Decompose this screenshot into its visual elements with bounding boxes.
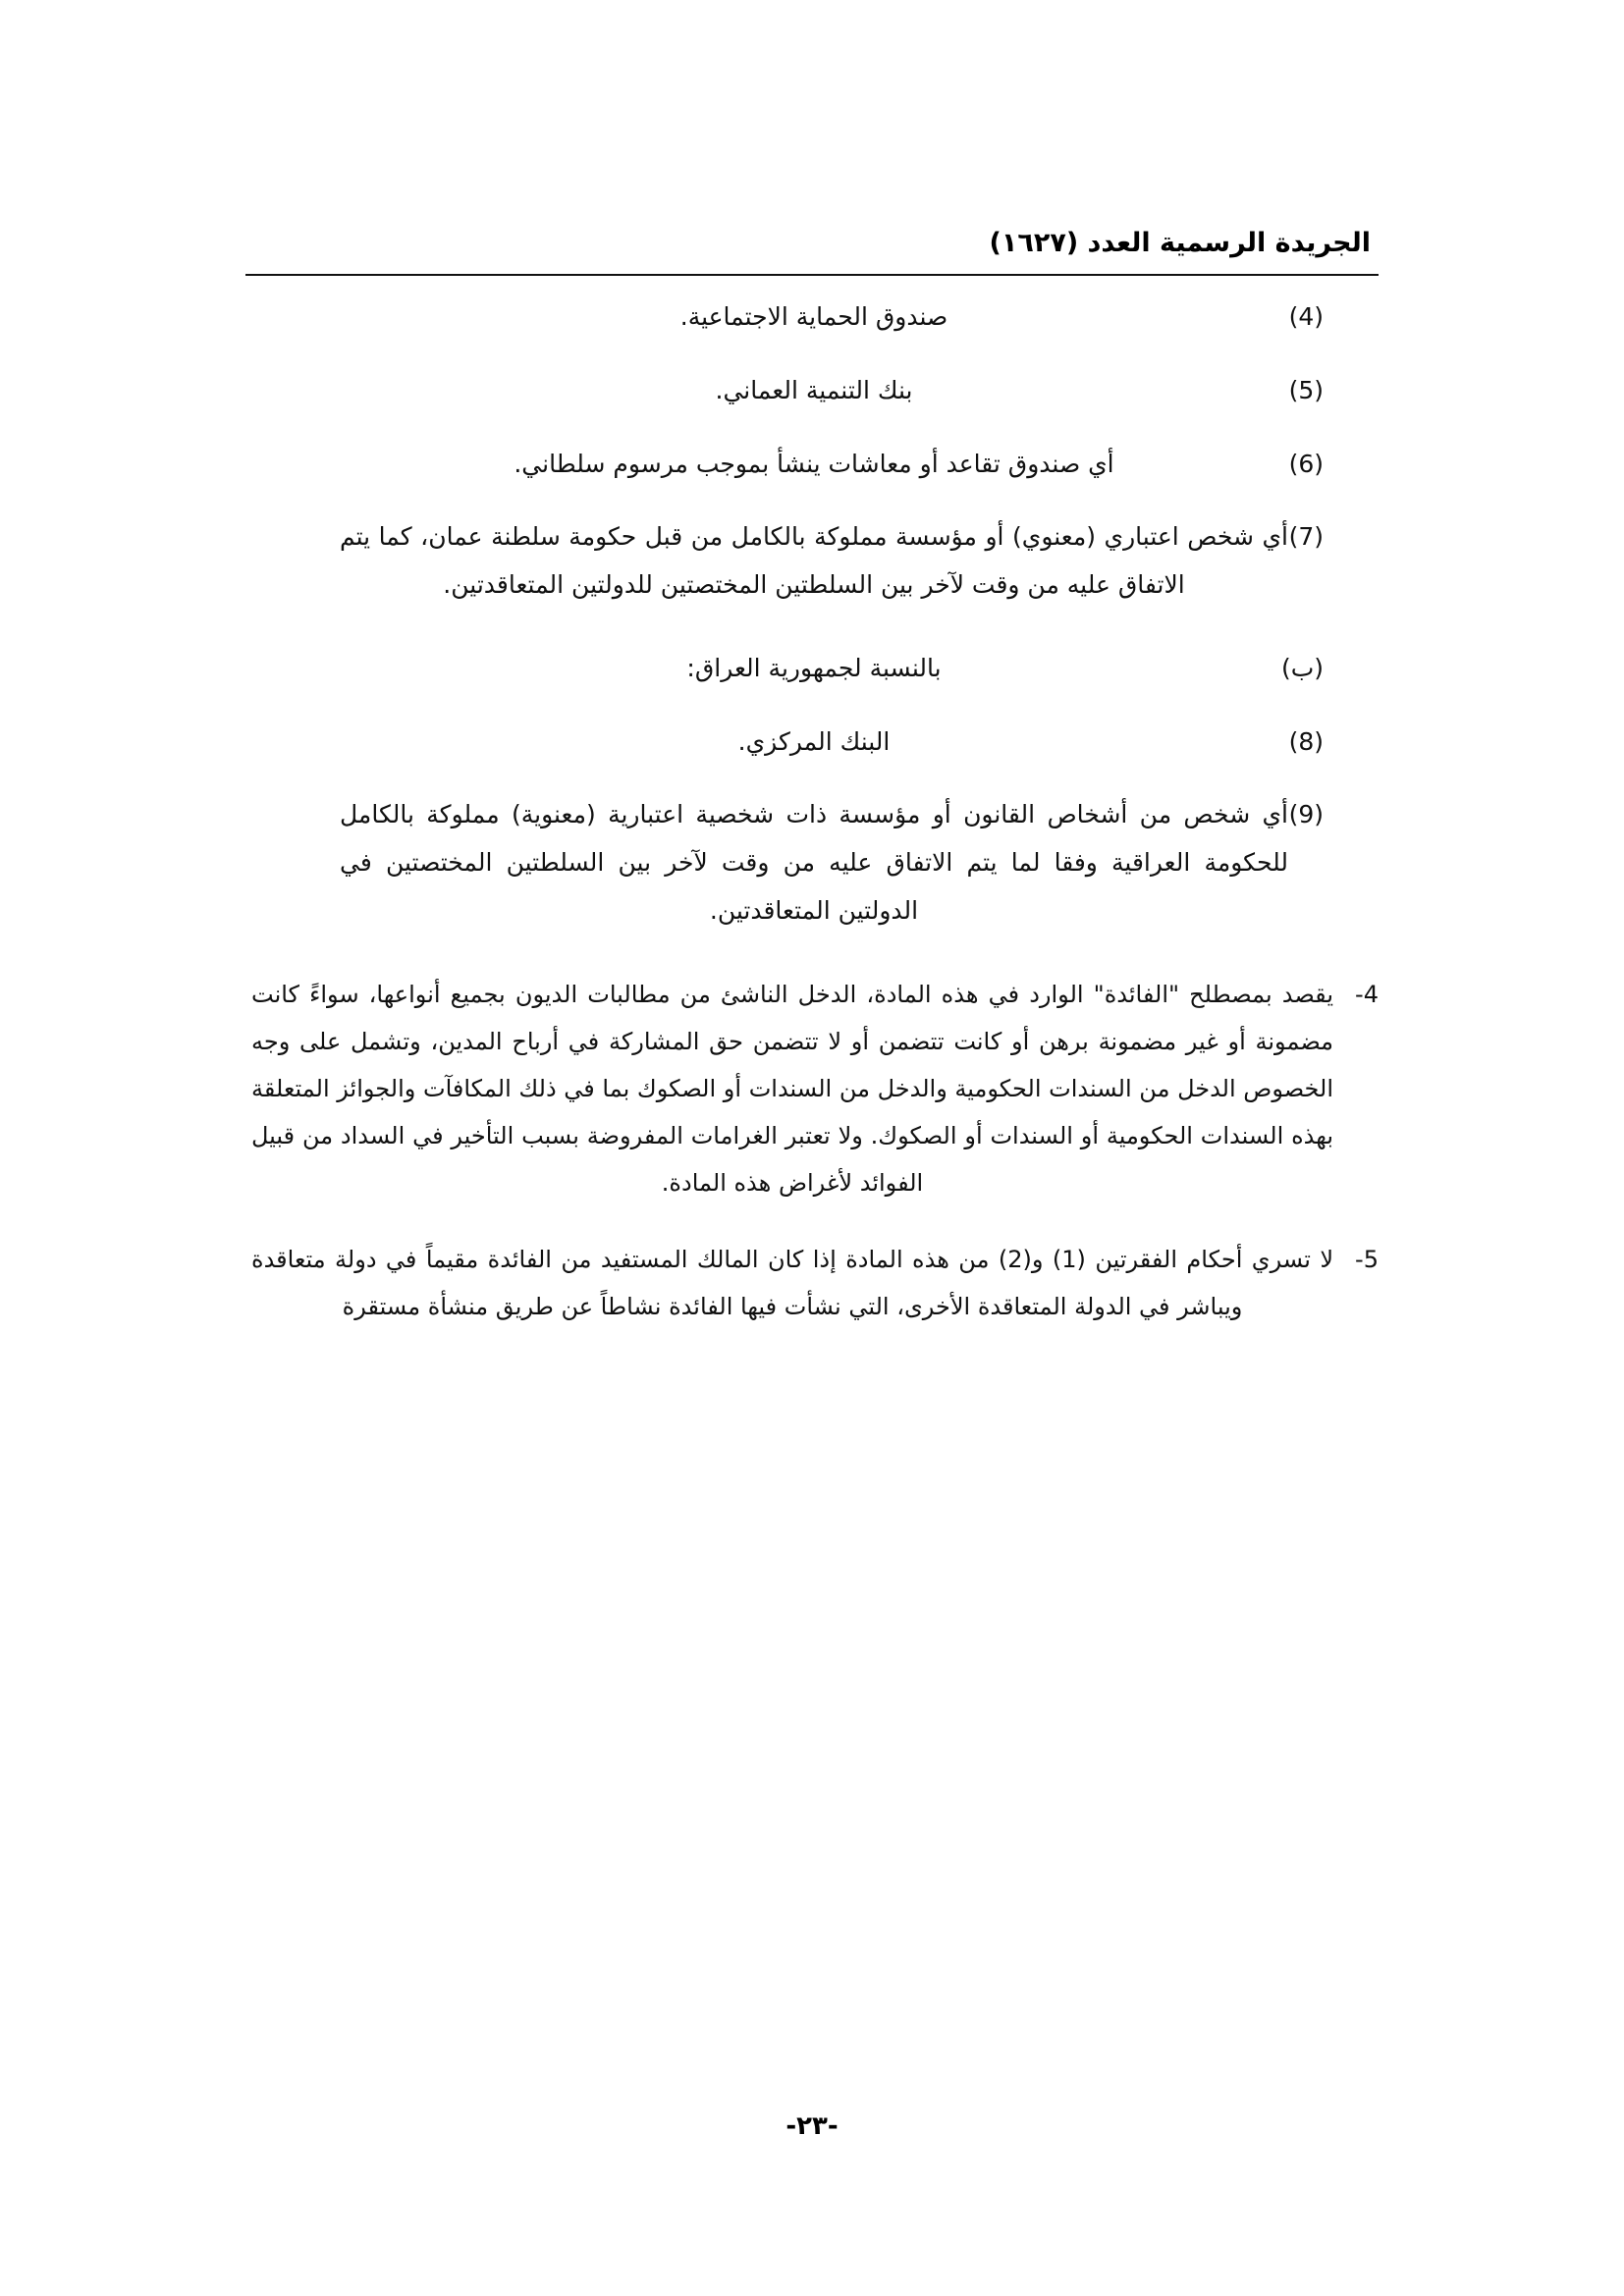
list-item xyxy=(245,791,1379,934)
gazette-header-text: الجريدة الرسمية العدد (١٦٢٧) xyxy=(989,228,1371,258)
page-number: -٢٣- xyxy=(785,2111,839,2141)
list-item-text: صندوق الحماية الاجتماعية. xyxy=(679,302,948,331)
list-item-text: أي صندوق تقاعد أو معاشات ينشأ بموجب مرسوم سلطاني. xyxy=(514,449,1114,478)
list-item-text: أي شخص من أشخاص القانون أو مؤسسة ذات شخصية اعتبارية (معنوية) مملوكة بالكامل للحكومة العراقية وفقا لما يتم الاتفاق عليه من وقت لآخر بين السلطتين المختصتين في الدولتين المتعاقدتين. xyxy=(340,800,1288,925)
list-item-text: بنك التنمية العماني. xyxy=(715,375,913,404)
paragraph-marker: 5- xyxy=(1355,1245,1379,1273)
list-item xyxy=(245,719,1379,767)
list-item-marker: (5) xyxy=(1288,375,1324,404)
paragraph-item xyxy=(245,1236,1379,1330)
list-item-letter xyxy=(245,645,1379,693)
paragraph-item xyxy=(245,971,1379,1206)
paragraph-text: لا تسري أحكام الفقرتين (1) و(2) من هذه المادة إذا كان المالك المستفيد من الفائدة مقيماً في دولة متعاقدة ويباشر في الدولة المتعاقدة الأخرى، التي نشأت فيها الفائدة نشاطاً عن طريق منشأة مستقرة xyxy=(251,1245,1334,1320)
list-item-text: البنك المركزي. xyxy=(737,726,891,756)
list-item xyxy=(245,513,1379,610)
list-item xyxy=(245,441,1379,489)
list-item-marker: (ب) xyxy=(1280,653,1324,682)
paragraph-marker: 4- xyxy=(1355,980,1379,1008)
list-item xyxy=(245,367,1379,415)
list-item xyxy=(245,294,1379,342)
page-header xyxy=(245,228,1379,268)
document-body xyxy=(245,294,1379,1330)
list-item-marker: (9) xyxy=(1288,800,1324,829)
list-item-marker: (8) xyxy=(1288,726,1324,756)
list-item-marker: (6) xyxy=(1288,449,1324,478)
list-item-marker: (4) xyxy=(1288,302,1324,331)
paragraph-text: يقصد بمصطلح "الفائدة" الوارد في هذه المادة، الدخل الناشئ من مطالبات الديون بجميع أنواعها، سواءً كانت مضمونة أو غير مضمونة برهن أو كانت تتضمن أو لا تتضمن حق المشاركة في أرباح المدين، وتشمل على وجه الخصوص الدخل من السندات الحكومية والدخل من السندات أو الصكوك بما في ذلك المكافآت والجوائز المتعلقة بهذه السندات الحكومية أو السندات أو الصكوك. ولا تعتبر الغرامات المفروضة بسبب التأخير في السداد من قبيل الفوائد لأغراض هذه المادة. xyxy=(251,980,1333,1197)
list-item-text: بالنسبة لجمهورية العراق: xyxy=(686,653,942,682)
header-divider xyxy=(245,274,1379,276)
list-item-text: أي شخص اعتباري (معنوي) أو مؤسسة مملوكة بالكامل من قبل حكومة سلطنة عمان، كما يتم الاتفاق عليه من وقت لآخر بين السلطتين المختصتين للدولتين المتعاقدتين. xyxy=(340,522,1288,599)
list-item-marker: (7) xyxy=(1288,522,1324,552)
